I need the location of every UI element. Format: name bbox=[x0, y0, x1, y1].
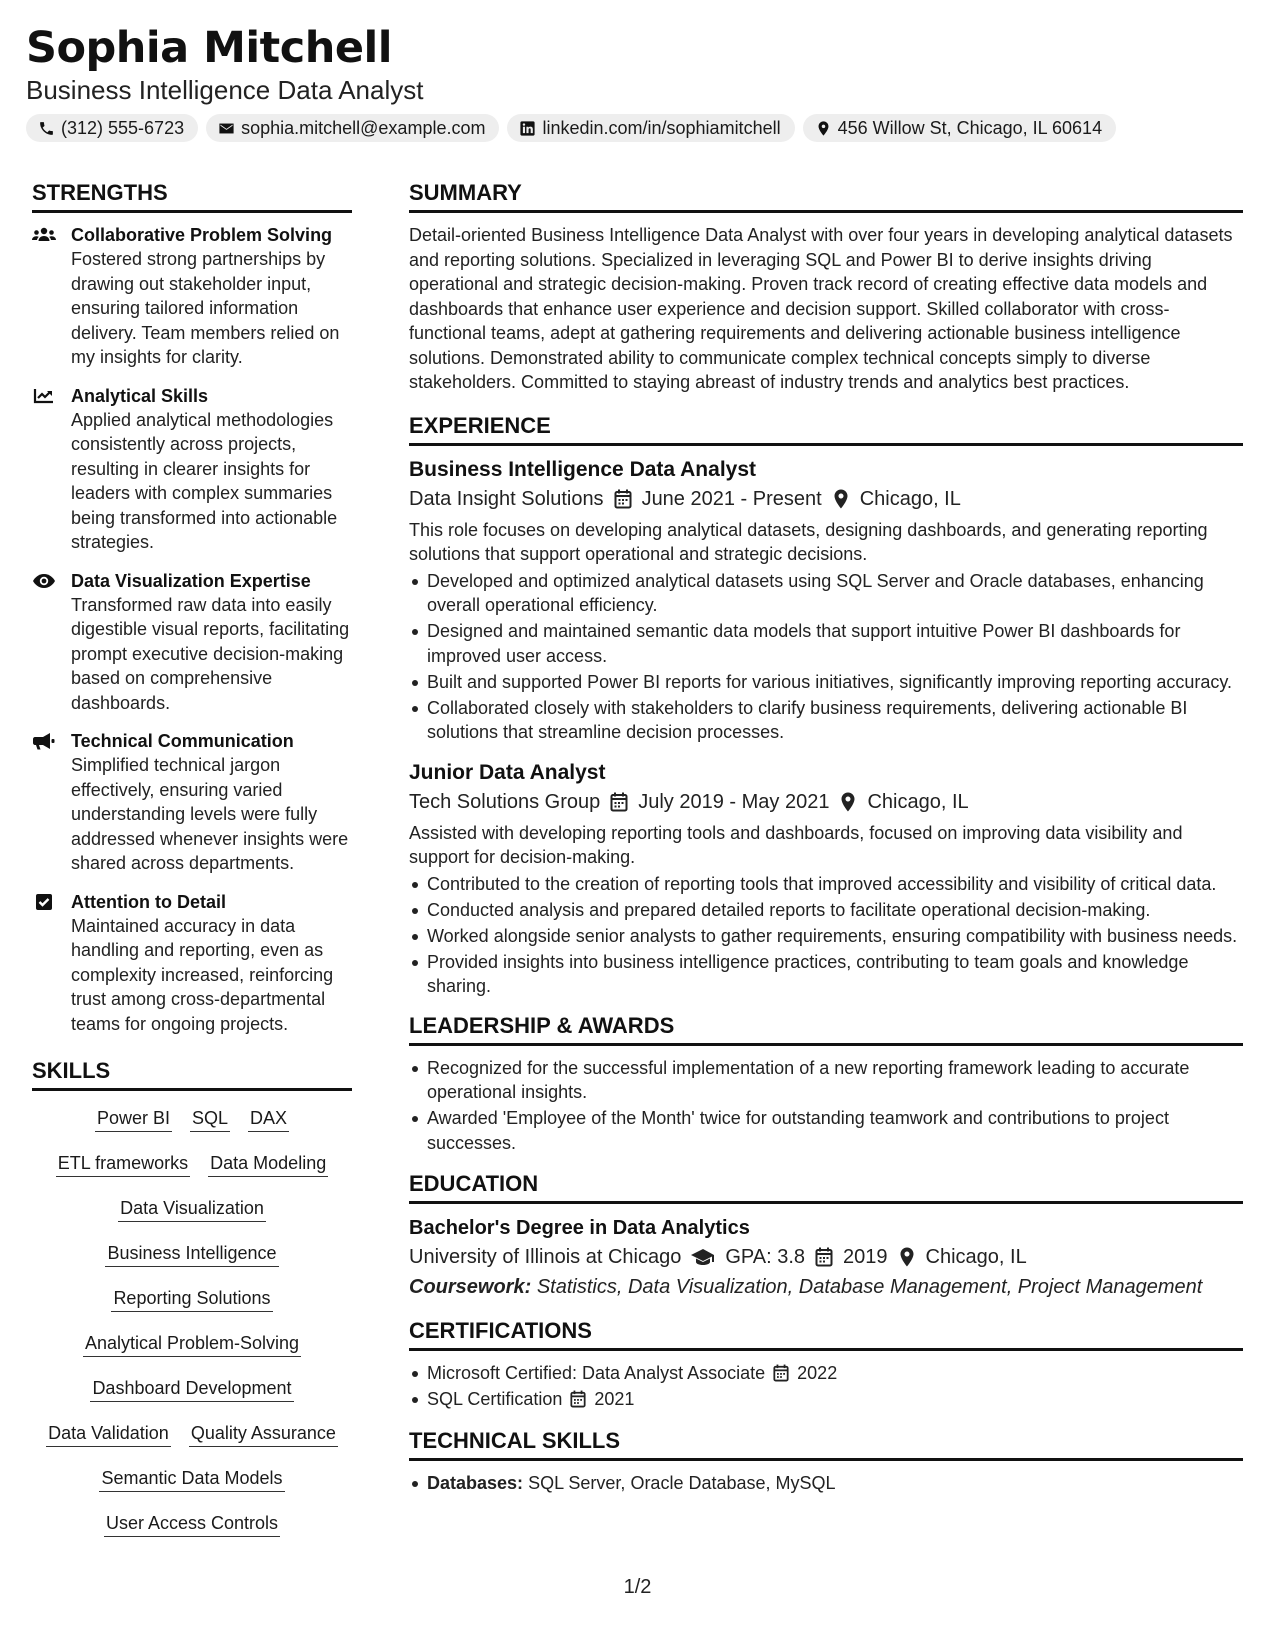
certifications-list bbox=[409, 1361, 1243, 1412]
skill-tag: User Access Controls bbox=[104, 1510, 280, 1537]
list-item: Developed and optimized analytical datasets using SQL Server and Oracle databases, enhancing overall operational efficiency. bbox=[409, 569, 1243, 618]
page-number: 1/2 bbox=[623, 1576, 652, 1598]
coursework-label: Coursework: bbox=[409, 1276, 532, 1298]
list-item: Designed and maintained semantic data models that support intuitive Power BI dashboards for improved user access. bbox=[409, 619, 1243, 668]
skills-section bbox=[32, 1058, 352, 1551]
skill-row bbox=[32, 1461, 352, 1506]
leadership-heading: LEADERSHIP & AWARDS bbox=[409, 1013, 1243, 1046]
resume-header bbox=[26, 22, 1256, 142]
job-bullets bbox=[409, 872, 1243, 999]
job-title: Business Intelligence Data Analyst bbox=[409, 457, 757, 481]
map-marker-icon bbox=[898, 1247, 916, 1267]
gpa-text: GPA: 3.8 bbox=[725, 1246, 806, 1268]
skill-tag: Data Modeling bbox=[208, 1150, 328, 1177]
phone-contact[interactable] bbox=[26, 114, 198, 142]
list-item bbox=[409, 1471, 1243, 1496]
list-item: Conducted analysis and prepared detailed reports to facilitate operational decision-making. bbox=[409, 898, 1243, 923]
list-item: Recognized for the successful implementation of a new reporting framework leading to accurate operational insights. bbox=[409, 1056, 1243, 1105]
strength-item bbox=[32, 569, 352, 716]
strength-title: Attention to Detail bbox=[71, 891, 226, 912]
strength-desc: Maintained accuracy in data handling and reporting, even as complexity increased, reinforcing trust among cross-departmental teams for ongoing projects. bbox=[71, 915, 334, 1034]
skill-row bbox=[32, 1281, 352, 1326]
skill-tag: ETL frameworks bbox=[56, 1150, 190, 1177]
degree-title: Bachelor's Degree in Data Analytics bbox=[409, 1217, 750, 1239]
checkbox-icon bbox=[32, 893, 56, 911]
skill-tag: Data Visualization bbox=[118, 1195, 266, 1222]
coursework-list: Statistics, Data Visualization, Database Management, Project Management bbox=[536, 1276, 1203, 1298]
strength-desc: Transformed raw data into easily digestible visual reports, facilitating prompt executive decision-making based on comprehensive dashboards. bbox=[71, 594, 350, 713]
chart-line-icon bbox=[32, 387, 56, 405]
left-column bbox=[32, 180, 352, 1551]
technical-skills-list bbox=[409, 1471, 1243, 1496]
skill-tag: Quality Assurance bbox=[189, 1420, 338, 1447]
company-name: Tech Solutions Group bbox=[409, 790, 601, 813]
skill-row bbox=[32, 1326, 352, 1371]
strength-desc: Applied analytical methodologies consistently across projects, resulting in clearer insights for leaders with complex summaries being transformed into actionable strategies. bbox=[71, 409, 338, 552]
technical-skill-label: Databases: bbox=[427, 1472, 524, 1493]
right-column bbox=[409, 180, 1243, 1497]
school-name: University of Illinois at Chicago bbox=[409, 1246, 682, 1268]
linkedin-icon bbox=[519, 120, 536, 137]
technical-skills-heading: TECHNICAL SKILLS bbox=[409, 1428, 1243, 1461]
calendar-icon bbox=[570, 1390, 586, 1408]
envelope-icon bbox=[218, 120, 235, 137]
linkedin-contact[interactable] bbox=[507, 114, 794, 142]
list-item: Built and supported Power BI reports for various initiatives, significantly improving reporting accuracy. bbox=[409, 670, 1243, 695]
graduation-cap-icon bbox=[691, 1247, 715, 1267]
skill-tag: Semantic Data Models bbox=[99, 1465, 284, 1492]
email-text: sophia.mitchell@example.com bbox=[241, 117, 486, 138]
eye-icon bbox=[32, 572, 56, 590]
strength-title: Collaborative Problem Solving bbox=[71, 225, 333, 245]
map-marker-icon bbox=[832, 489, 850, 509]
skill-row bbox=[32, 1236, 352, 1281]
skill-tag: Power BI bbox=[95, 1105, 172, 1132]
job-dates: July 2019 - May 2021 bbox=[638, 790, 830, 813]
skill-row bbox=[32, 1371, 352, 1416]
calendar-icon bbox=[610, 792, 628, 812]
skill-row bbox=[32, 1506, 352, 1551]
skill-row bbox=[32, 1101, 352, 1146]
list-item bbox=[409, 1361, 1243, 1386]
job-entry bbox=[409, 759, 1243, 999]
certification-year: 2022 bbox=[797, 1363, 838, 1383]
strength-desc: Fostered strong partnerships by drawing out stakeholder input, ensuring tailored information delivery. Team members relied on my insights for clarity. bbox=[71, 249, 340, 367]
list-item: Collaborated closely with stakeholders to clarify business requirements, delivering actionable BI solutions that streamline decision processes. bbox=[409, 696, 1243, 745]
graduation-year: 2019 bbox=[843, 1246, 888, 1268]
contact-bar bbox=[26, 114, 1256, 142]
leadership-list bbox=[409, 1056, 1243, 1156]
strength-item bbox=[32, 729, 352, 876]
candidate-title: Business Intelligence Data Analyst bbox=[26, 75, 424, 105]
strength-title: Technical Communication bbox=[71, 731, 294, 751]
strength-item bbox=[32, 223, 352, 370]
skills-heading: SKILLS bbox=[32, 1058, 352, 1091]
skill-row bbox=[32, 1146, 352, 1191]
list-item: Contributed to the creation of reporting tools that improved accessibility and visibility of critical data. bbox=[409, 872, 1243, 897]
calendar-icon bbox=[773, 1364, 789, 1382]
megaphone-icon bbox=[32, 732, 56, 750]
skill-tag: DAX bbox=[248, 1105, 289, 1132]
map-marker-icon bbox=[839, 792, 857, 812]
skill-tag: SQL bbox=[190, 1105, 230, 1132]
certification-name: Microsoft Certified: Data Analyst Associate bbox=[427, 1363, 766, 1383]
address-contact[interactable] bbox=[803, 114, 1116, 142]
skill-tag: Data Validation bbox=[46, 1420, 171, 1447]
experience-heading: EXPERIENCE bbox=[409, 413, 1243, 446]
strengths-heading: STRENGTHS bbox=[32, 180, 352, 213]
list-item: Awarded 'Employee of the Month' twice for outstanding teamwork and contributions to project successes. bbox=[409, 1106, 1243, 1155]
job-meta bbox=[409, 484, 1243, 514]
skill-tag: Dashboard Development bbox=[90, 1375, 293, 1402]
list-item: Worked alongside senior analysts to gather requirements, ensuring compatibility with business needs. bbox=[409, 924, 1243, 949]
job-description: Assisted with developing reporting tools and dashboards, focused on improving data visibility and support for decision-making. bbox=[409, 822, 1183, 867]
skill-tag: Analytical Problem-Solving bbox=[83, 1330, 301, 1357]
list-item bbox=[409, 1387, 1243, 1412]
summary-text: Detail-oriented Business Intelligence Data Analyst with over four years in developing analytical datasets and reporting solutions. Specialized in leveraging SQL and Power BI to derive insights driving operational and strategic decision-making. Proven track record of creating effective data models and dashboards that enhance user experience and decision support. Skilled collaborator with cross-functional teams, adept at gathering requirements and delivering actionable business intelligence solutions. Demonstrated ability to communicate complex technical concepts simply to diverse stakeholders. Committed to staying abreast of industry trends and analytics best practices. bbox=[409, 225, 1233, 392]
education-heading: EDUCATION bbox=[409, 1171, 1243, 1204]
job-location: Chicago, IL bbox=[867, 790, 969, 813]
address-text: 456 Willow St, Chicago, IL 60614 bbox=[837, 117, 1103, 138]
strength-desc: Simplified technical jargon effectively, ensuring varied understanding levels were fully addressed whenever insights were shared across departments. bbox=[71, 755, 349, 873]
strength-title: Data Visualization Expertise bbox=[71, 570, 311, 591]
summary-heading: SUMMARY bbox=[409, 180, 1243, 213]
calendar-icon bbox=[614, 489, 632, 509]
certifications-heading: CERTIFICATIONS bbox=[409, 1318, 1243, 1351]
education-location: Chicago, IL bbox=[925, 1246, 1027, 1268]
technical-skill-value: SQL Server, Oracle Database, MySQL bbox=[528, 1472, 836, 1493]
skill-row bbox=[32, 1416, 352, 1461]
strength-item bbox=[32, 384, 352, 555]
skill-tag: Reporting Solutions bbox=[111, 1285, 272, 1312]
phone-icon bbox=[38, 120, 55, 137]
linkedin-text: linkedin.com/in/sophiamitchell bbox=[542, 117, 781, 138]
education-meta bbox=[409, 1242, 1243, 1272]
certification-name: SQL Certification bbox=[427, 1389, 563, 1409]
job-title: Junior Data Analyst bbox=[409, 760, 606, 784]
job-description: This role focuses on developing analytical datasets, designing dashboards, and generating reporting solutions that support operational and strategic decisions. bbox=[409, 519, 1208, 564]
map-marker-icon bbox=[815, 120, 832, 137]
email-contact[interactable] bbox=[206, 114, 499, 142]
list-item: Provided insights into business intelligence practices, contributing to team goals and knowledge sharing. bbox=[409, 950, 1243, 999]
candidate-name: Sophia Mitchell bbox=[26, 23, 392, 73]
strength-title: Analytical Skills bbox=[71, 385, 209, 406]
certification-year: 2021 bbox=[594, 1389, 635, 1409]
job-dates: June 2021 - Present bbox=[641, 487, 822, 510]
company-name: Data Insight Solutions bbox=[409, 487, 604, 510]
job-entry bbox=[409, 456, 1243, 745]
job-bullets bbox=[409, 569, 1243, 745]
skill-row bbox=[32, 1191, 352, 1236]
phone-text: (312) 555-6723 bbox=[61, 117, 185, 138]
calendar-icon bbox=[815, 1247, 833, 1267]
job-location: Chicago, IL bbox=[859, 487, 961, 510]
users-icon bbox=[32, 226, 56, 244]
coursework bbox=[409, 1272, 1243, 1302]
strength-item bbox=[32, 890, 352, 1037]
skill-tag: Business Intelligence bbox=[105, 1240, 278, 1267]
job-meta bbox=[409, 787, 1243, 817]
